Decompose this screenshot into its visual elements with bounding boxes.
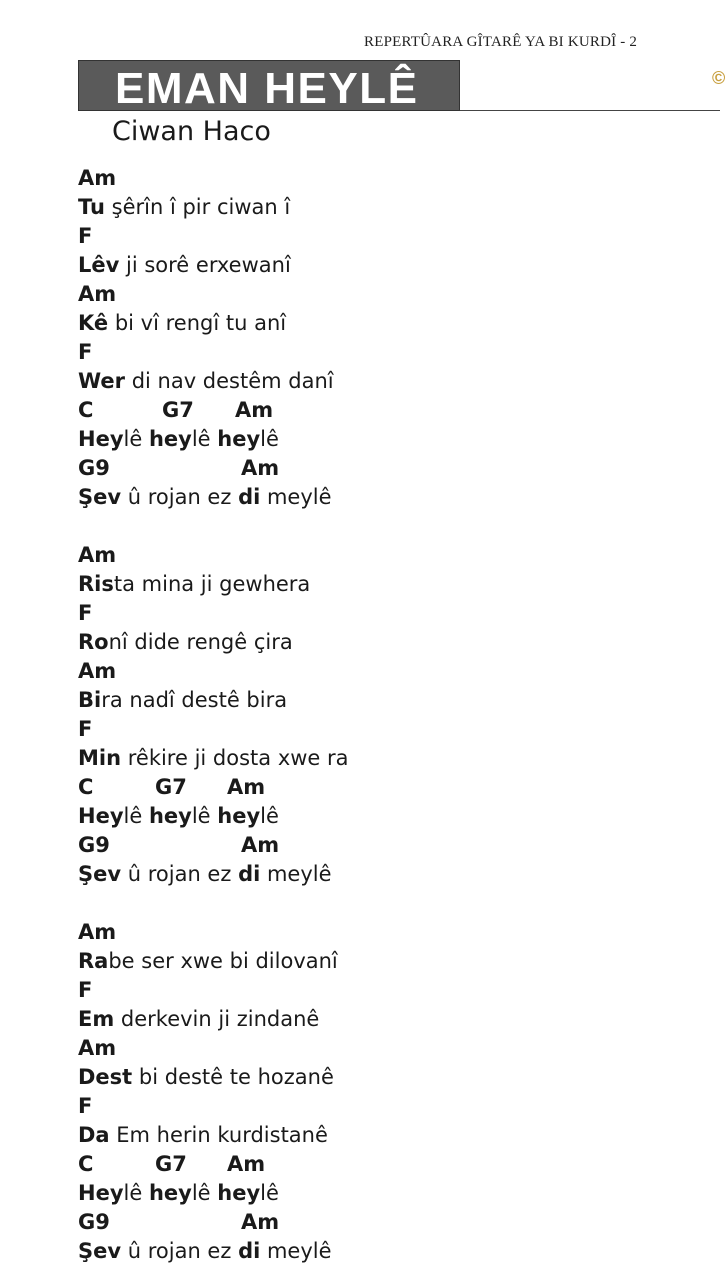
lyric-line: Bira nadî destê bira	[78, 688, 288, 712]
chord-line	[78, 1034, 349, 1063]
lyric-line: Şev û rojan ez di meylê	[78, 862, 332, 886]
chord-line	[78, 1150, 349, 1179]
chord: G9	[78, 833, 110, 857]
chord: F	[78, 224, 93, 248]
chord-line	[78, 541, 349, 570]
artist-name: Ciwan Haco	[112, 116, 271, 147]
chord: Am	[78, 282, 117, 306]
chord-line	[78, 831, 349, 860]
chord: Am	[235, 398, 274, 422]
song-title: EMAN HEYLÊ	[115, 64, 419, 113]
lyric-line: Ronî dide rengê çira	[78, 630, 293, 654]
lyric-line: Wer di nav destêm danî	[78, 369, 334, 393]
chord: Am	[241, 456, 280, 480]
chord-line	[78, 1092, 349, 1121]
chord: F	[78, 1094, 93, 1118]
lyric-line: Heylê heylê heylê	[78, 427, 279, 451]
chord: G9	[78, 456, 110, 480]
header-rule	[460, 110, 720, 111]
chord: Am	[78, 543, 117, 567]
chord-line	[78, 164, 349, 193]
verse-gap	[78, 889, 349, 918]
chord-line	[78, 657, 349, 686]
chord-line	[78, 918, 349, 947]
lyric-line: Şev û rojan ez di meylê	[78, 485, 332, 509]
chord-line	[78, 1208, 349, 1237]
chord-line	[78, 599, 349, 628]
lyric-line: Dest bi destê te hozanê	[78, 1065, 334, 1089]
chord: G7	[155, 775, 187, 799]
lyric-line: Tu şêrîn î pir ciwan î	[78, 195, 291, 219]
lyric-line: Heylê heylê heylê	[78, 1181, 279, 1205]
chord: Am	[227, 1152, 266, 1176]
lyric-line: Rabe ser xwe bi dilovanî	[78, 949, 338, 973]
chord: G9	[78, 1210, 110, 1234]
chord: C	[78, 775, 94, 799]
chord: F	[78, 601, 93, 625]
lyric-line: Kê bi vî rengî tu anî	[78, 311, 287, 335]
chord-line	[78, 396, 349, 425]
lyric-line: Rista mina ji gewhera	[78, 572, 311, 596]
lyric-line: Heylê heylê heylê	[78, 804, 279, 828]
lyric-line: Min rêkire ji dosta xwe ra	[78, 746, 349, 770]
chord-line	[78, 338, 349, 367]
verse-gap	[78, 512, 349, 541]
chord: Am	[78, 1036, 117, 1060]
chord: C	[78, 1152, 94, 1176]
lyric-line: Şev û rojan ez di meylê	[78, 1239, 332, 1263]
chord-line	[78, 280, 349, 309]
lyric-line: Da Em herin kurdistanê	[78, 1123, 328, 1147]
chord: Am	[241, 833, 280, 857]
lyric-line: Lêv ji sorê erxewanî	[78, 253, 291, 277]
chord: Am	[78, 166, 117, 190]
chord: F	[78, 978, 93, 1002]
chord: Am	[78, 659, 117, 683]
chord: Am	[78, 920, 117, 944]
chord-line	[78, 976, 349, 1005]
chord: F	[78, 340, 93, 364]
chord-line	[78, 773, 349, 802]
chord: G7	[162, 398, 194, 422]
chord: F	[78, 717, 93, 741]
chord-line	[78, 715, 349, 744]
chord: Am	[227, 775, 266, 799]
song-body	[78, 164, 349, 1266]
chord: C	[78, 398, 94, 422]
chord: G7	[155, 1152, 187, 1176]
lyric-line: Em derkevin ji zindanê	[78, 1007, 320, 1031]
edge-mark: ©	[712, 68, 725, 88]
running-header: REPERTÛARA GÎTARÊ YA BI KURDÎ - 2	[364, 34, 638, 50]
chord: Am	[241, 1210, 280, 1234]
chord-line	[78, 222, 349, 251]
chord-line	[78, 454, 349, 483]
